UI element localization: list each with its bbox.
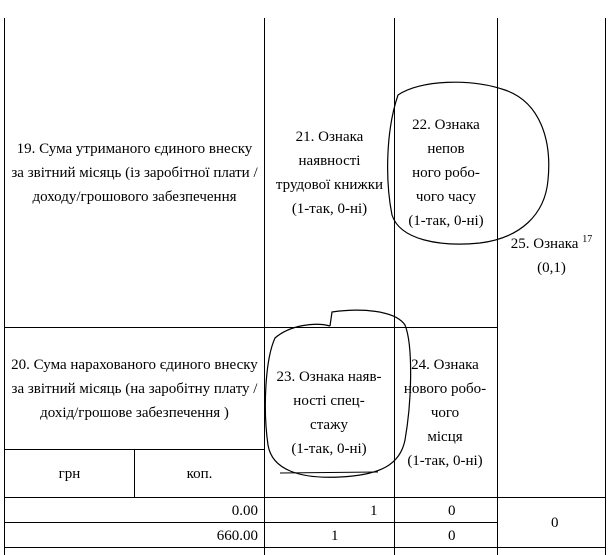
grid-line <box>4 547 606 548</box>
grid-line <box>497 18 498 555</box>
header-col20: 20. Сума нарахованого єдиного внеску за звітний місяць (на заробітну плату / дохід/грошове забезпечення ) <box>11 356 258 421</box>
header-grn: грн <box>58 465 81 482</box>
header-col21: 21. Ознака наявності трудової книжки (1-так, 0-ні) <box>275 128 384 217</box>
col25-value: 0 <box>551 515 559 531</box>
grid-line <box>605 18 606 555</box>
grid-line <box>4 522 498 523</box>
row2-amount: 660.00 <box>216 528 258 544</box>
header-col19: 19. Сума утриманого єдиного внеску за звітний місяць (із заробітної плати / доходу/грошового забезпечення <box>11 140 258 205</box>
row1-c23: 1 <box>370 503 378 519</box>
header-col25: 25. Ознака $^{17}$ (0,1) <box>510 234 593 276</box>
row2-c21: 1 <box>331 528 339 544</box>
header-col23: 23. Ознака наяв- ності спец- стажу (1-так, 0-ні) <box>276 368 382 457</box>
row1-amount: 0.00 <box>231 503 258 519</box>
row1-c24: 0 <box>448 503 456 519</box>
grid-line <box>4 497 606 498</box>
header-kop: коп. <box>186 465 213 482</box>
row2-c24: 0 <box>448 528 456 544</box>
header-col24: 24. Ознака нового робо- чого місця (1-так, 0-ні) <box>403 356 487 469</box>
header-col22: 22. Ознака непов ного робо- чого часу (1-так, 0-ні) <box>408 116 484 229</box>
